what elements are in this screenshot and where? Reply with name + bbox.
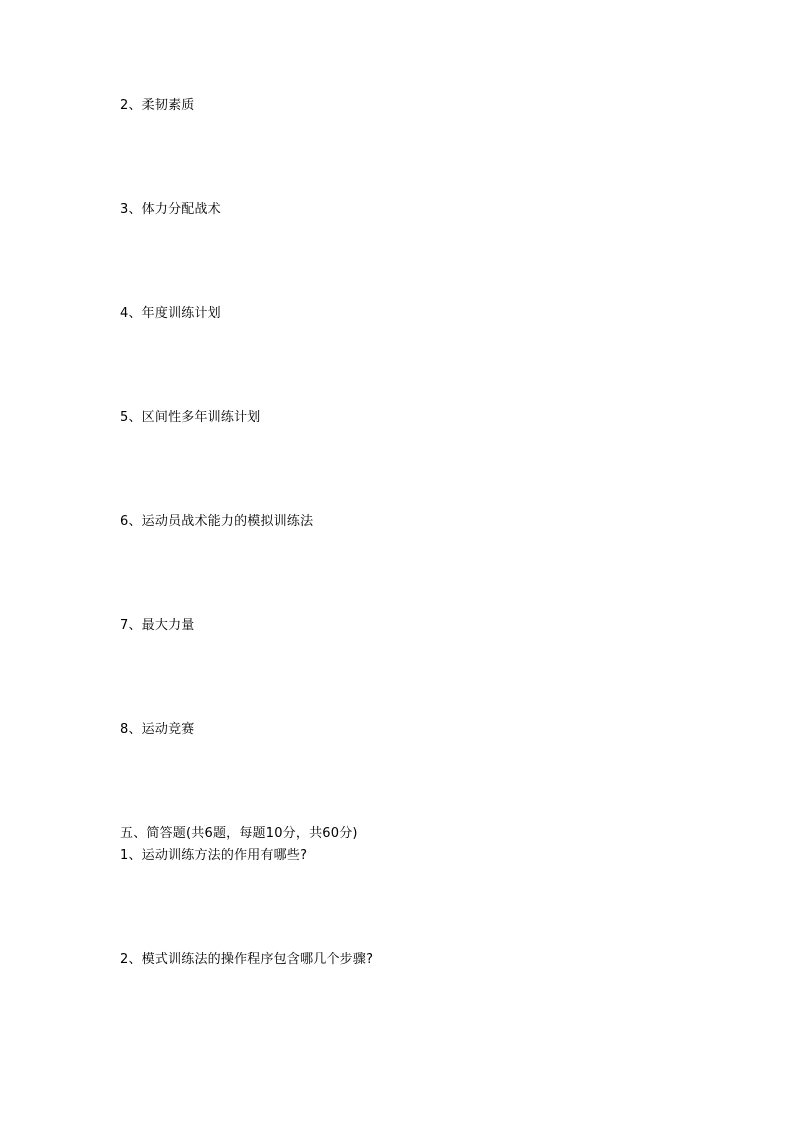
term-item: 8、运动竞赛 bbox=[120, 722, 195, 737]
term-item: 7、最大力量 bbox=[120, 618, 195, 633]
question-item: 2、模式训练法的操作程序包含哪几个步骤? bbox=[120, 952, 374, 967]
term-item: 2、柔韧素质 bbox=[120, 98, 195, 113]
term-item: 3、体力分配战术 bbox=[120, 202, 221, 217]
term-item: 4、年度训练计划 bbox=[120, 306, 221, 321]
term-item: 5、区间性多年训练计划 bbox=[120, 410, 261, 425]
question-item: 1、运动训练方法的作用有哪些? bbox=[120, 848, 308, 863]
section-heading: 五、简答题(共6题，每题10分，共60分) bbox=[120, 826, 358, 841]
term-item: 6、运动员战术能力的模拟训练法 bbox=[120, 514, 314, 529]
